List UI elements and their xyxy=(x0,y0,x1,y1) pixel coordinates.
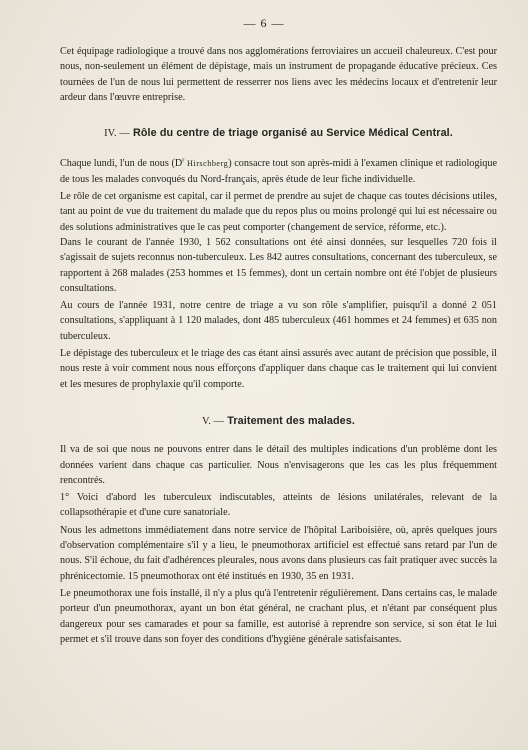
section-iv-paragraph-5: Le dépistage des tuberculeux et le triage des cas étant ainsi assurés avec autant de précision que possible, il nous reste à voir comment nous nous efforçons d'appliquer dans chaque cas le traitement qui lui convient et les mesures de prophylaxie qu'il comporte. xyxy=(60,348,497,390)
document-body xyxy=(60,44,497,647)
section-v-paragraph-4: Le pneumothorax une fois installé, il n'y a plus qu'à l'entretenir régulièrement. Dans certains cas, le malade porteur d'un pneumothorax, ayant un bon état général, ne crachant plus, et n'étant par conséquent plus dangereux pour ses camarades et pour sa famille, est autorisé à reprendre son service, si son état le lui permet et s'il trouve dans son foyer des conditions d'hygiène générale satisfaisantes. xyxy=(60,587,497,645)
section-v-paragraph-2: 1° Voici d'abord les tuberculeux indiscutables, atteints de lésions unilatérales, relevant de la collapsothérapie et d'une cure sanatoriale. xyxy=(60,492,497,519)
section-iv-p1-start: Chaque lundi, l'un de nous (D xyxy=(60,158,183,170)
section-v-title: Traitement des malades. xyxy=(227,414,355,427)
doctor-name: Hirschberg xyxy=(187,159,229,169)
section-iv-paragraph-4: Au cours de l'année 1931, notre centre de triage a vu son rôle s'amplifier, puisqu'il a donné 2 051 consultations, s'appliquant à 1 120 malades, dont 485 tuberculeux (461 hommes et 24 femmes) et 635 non tuberculeux. xyxy=(60,300,497,342)
section-iv-heading xyxy=(60,126,497,141)
section-iv-paragraph-1 xyxy=(60,156,497,187)
section-v-heading xyxy=(60,414,497,429)
section-iv-title: Rôle du centre de triage organisé au Service Médical Central. xyxy=(132,127,453,140)
section-v-paragraph-1: Il va de soi que nous ne pouvons entrer dans le détail des multiples indications d'un problème dont les données varient dans chaque cas particulier. Nous n'envisagerons que les cas les plus fréquemment rencontrés. xyxy=(60,444,497,486)
intro-paragraph: Cet équipage radiologique a trouvé dans nos agglomérations ferroviaires un accueil chaleureux. C'est pour nous, non-seulement un élément de dépistage, mais un instrument de propagande éducative précieux. Ces tournées de l'un de nous lui permettent de resserrer nos liens avec les médecins locaux et d'entretenir leur ardeur dans l'œuvre entreprise. xyxy=(60,46,497,103)
section-v-number: V. — xyxy=(202,415,225,427)
doctor-abbrev-sup: r xyxy=(182,157,185,165)
section-iv-number: IV. — xyxy=(104,128,130,140)
section-v-paragraph-3: Nous les admettons immédiatement dans notre service de l'hôpital Lariboisière, où, après quelques jours d'observation complémentaire s'il y a lieu, le pneumothorax artificiel est effectué sans retard par l'un de nous. S'il échoue, du fait d'adhérences pleurales, nous avons dans plusieurs cas fait pratiquer avec succès la phrénicectomie. 15 pneumothorax ont été institués en 1930, 35 en 1931. xyxy=(60,524,497,582)
section-iv-paragraph-2: Le rôle de cet organisme est capital, car il permet de prendre au sujet de chaque cas toutes décisions utiles, tant au point de vue du traitement du malade que du repos plus ou moins prolongé qui lui est nécessaire ou des solutions administratives que le cas peut comporter (changement de service, réforme, etc.). xyxy=(60,191,497,233)
section-iv-paragraph-3: Dans le courant de l'année 1930, 1 562 consultations ont été ainsi données, sur lesquelles 720 fois il s'agissait de sujets reconnus non-tuberculeux. Les 842 autres consultations, concernant des tuberculeux, se rapportent à 268 malades (253 hommes et 15 femmes), dont un certain nombre ont été l'objet de plusieurs consultations. xyxy=(60,236,497,294)
page-number: — 6 — xyxy=(243,16,285,30)
section-iv-p1-end: ) consacre tout son après-midi à l'examen clinique et radiologique de tous les malades convoqués du Nord-français, après étude de leur fiche individuelle. xyxy=(60,158,497,185)
